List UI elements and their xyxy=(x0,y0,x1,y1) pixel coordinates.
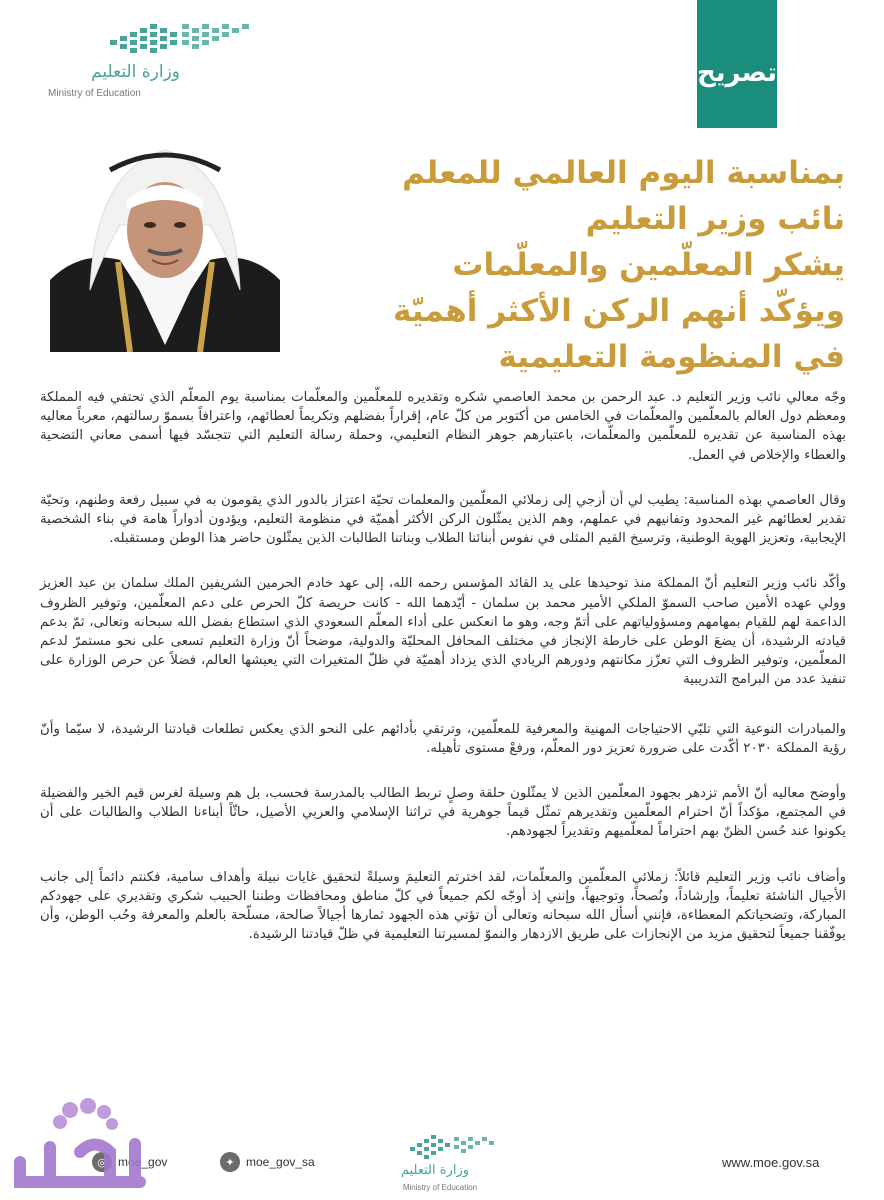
headline-line-5: في المنظومة التعليمية xyxy=(498,339,845,375)
watermark-logo xyxy=(0,1092,160,1200)
statement-body xyxy=(40,388,846,970)
instagram-icon: ◎ xyxy=(92,1152,112,1172)
headline-line-1: بمناسبة اليوم العالمي للمعلم xyxy=(402,155,845,191)
ministry-logo-english: Ministry of Education xyxy=(48,88,141,99)
ministry-logo-mark-icon xyxy=(110,18,260,58)
twitter-handle-text: moe_gov_sa xyxy=(246,1155,315,1169)
paragraph-5: وأوضح معاليه أنّ الأمم تزدهر بجهود المعلّمين الذين لا يمثّلون حلقة وصلٍ تربط الطالب بالمدرسة فحسب، بل هم وسيلة لغرس قيم الخير والفضيلة في المجتمع، مؤكداً أنّ احترام المعلّمين وتقديرهم تمثّل قيماً جوهرية في تراثنا الإسلامي والعربي الأصيل، حاثّاً أبناءنا الطلاب والطالبات على أن يكونوا عند حُسن الظنّ بهم احتراماً لمعلّميهم وتقديراً لجهودهم. xyxy=(40,786,846,840)
headline-line-2: نائب وزير التعليم xyxy=(585,201,845,237)
footer-logo-english: Ministry of Education xyxy=(402,1183,478,1192)
press-statement-label: تصريح xyxy=(696,58,778,88)
paragraph-6: وأضاف نائب وزير التعليم قائلاً: زملائي المعلّمين والمعلّمات، لقد اخترتم التعليمَ وسيلةً لتحقيق غايات نبيلة وأهداف سامية، فكنتم دائماً إلى جانب الأجيال الناشئة تعليماً، وإرشاداً، ونُصحاً، وتوجيهاً، وإنني إذ أوجّه لكم جميعاً في كلّ مناطق ومحافظات وطننا الحبيب شكري وتقديري على جهودكم المباركة، وتضحياتكم المعطاءة، فإنني أسأل الله سبحانه وتعالى أن تؤتي هذه الجهود ثمارها أجيالاً صالحة، مسلّحة بالعلم والمعرفة وحُب الوطن، وأن يوفّقنا جميعاً لتحقيق مزيد من الإنجازات على طريق الازدهار والنموّ لمسيرتنا التعليمية في ظلّ قيادتنا الرشيدة. xyxy=(40,869,846,943)
paragraph-2: وقال العاصمي بهذه المناسبة: يطيب لي أن أزجي إلى زملائي المعلّمين والمعلمات تحيّة اعتزاز بالدور الذي يقومون به في سبيل رفعة وطنهم، وتحيّة تقدير لعطائهم غير المحدود وتفانيهم في عملهم، وهم الذين يمثّلون الركن الأكثر أهميّة في منظومة التعليم، ويؤدون أدواراً هامة في بناء الشخصية الإيجابية، وتعزيز الهوية الوطنية، وترسيخ القيم المثلى في نفوس أبنائنا الطلاب وبناتنا الطالبات الذين يمثّلون حاضر هذا الوطن ومستقبله. xyxy=(40,492,846,547)
footer-logo-arabic: وزارة التعليم xyxy=(400,1163,470,1178)
paragraph-3: وأكّد نائب وزير التعليم أنّ المملكة منذ توحيدها على يد القائد المؤسس رحمه الله، إلى عهد خادم الحرمين الشريفين الملك سلمان بن عبد العزيز وولي عهده الأمين صاحب السموّ الملكي الأمير محمد بن سلمان - أيّدهما الله - كانت حريصة كلّ الحرص على دعم المعلّمين، وتوفير الظروف الداعمة لهم للقيام بمهامهم ومسؤولياتهم على أتمّ وجه، وهو ما انعكس على أداء المعلّم السعودي الذي استطاع بفضل الله سبحانه وتعالى، ثمّ بدعم قيادته الرشيدة، أن يضعَ الوطن على خارطة الإنجاز في مختلف المحافل المحليّة والدولية، موضحاً أنّ وزارة التعليم تسعى على نحو مستمرّ لدعم المعلّمين، وتوفير الظروف التي تعزّز مكانتهم ودورهم الريادي الذي يزداد أهميّة في ظلّ المتغيرات التي يعيشها العالم، فضلاً عن حرص الوزارة على تنفيذ عدد من البرامج التدريبية xyxy=(40,576,846,688)
footer-logo-mark-icon xyxy=(410,1135,500,1161)
ministry-logo-arabic: وزارة التعليم xyxy=(91,62,180,82)
deputy-minister-portrait xyxy=(50,130,280,352)
paragraph-1: وجّه معالي نائب وزير التعليم د. عبد الرحمن بن محمد العاصمي شكره وتقديره للمعلّمين والمعلّمات بمناسبة يوم المعلّم الذي تحتفي فيه المملكة ومعظم دول العالم بالمعلّمين والمعلّمات في الخامس من أكتوبر من كلّ عام، إقراراً بفضلهم وتكريماً لعطائهم، واعترافاً بسموّ رسالتهم، معرباً معاليه بهذه المناسبة عن تقديره للمعلّمين والمعلّمات، باعتبارهم جوهر النظام التعليمي، وحملة رسالة التعليم التي تتجسّد فيها أسمى معاني التضحية والعطاء والإخلاص في العمل. xyxy=(40,390,846,463)
twitter-icon: ✦ xyxy=(220,1152,240,1172)
paragraph-4: والمبادرات النوعية التي تلبّي الاحتياجات المهنية والمعرفية للمعلّمين، وترتقي بأدائهم على النحو الذي يعكس تطلعات قيادتنا الرشيدة، لا سيّما وأنّ رؤية المملكة ٢٠٣٠ أكّدت على ضرورة تعزيز دور المعلّم، ورفعْ مستوى تأهيله. xyxy=(40,721,846,756)
headline-line-4: ويؤكّد أنهم الركن الأكثر أهميّة xyxy=(393,293,845,329)
twitter-handle[interactable] xyxy=(220,1152,315,1172)
instagram-handle-text: moe_gov xyxy=(118,1155,168,1169)
headline xyxy=(300,150,845,380)
website-link[interactable]: www.moe.gov.sa xyxy=(722,1155,820,1170)
press-statement-badge xyxy=(697,0,777,128)
footer-ministry-logo xyxy=(375,1135,505,1195)
headline-line-3: يشكر المعلّمين والمعلّمات xyxy=(452,247,845,283)
ministry-logo xyxy=(40,18,230,108)
